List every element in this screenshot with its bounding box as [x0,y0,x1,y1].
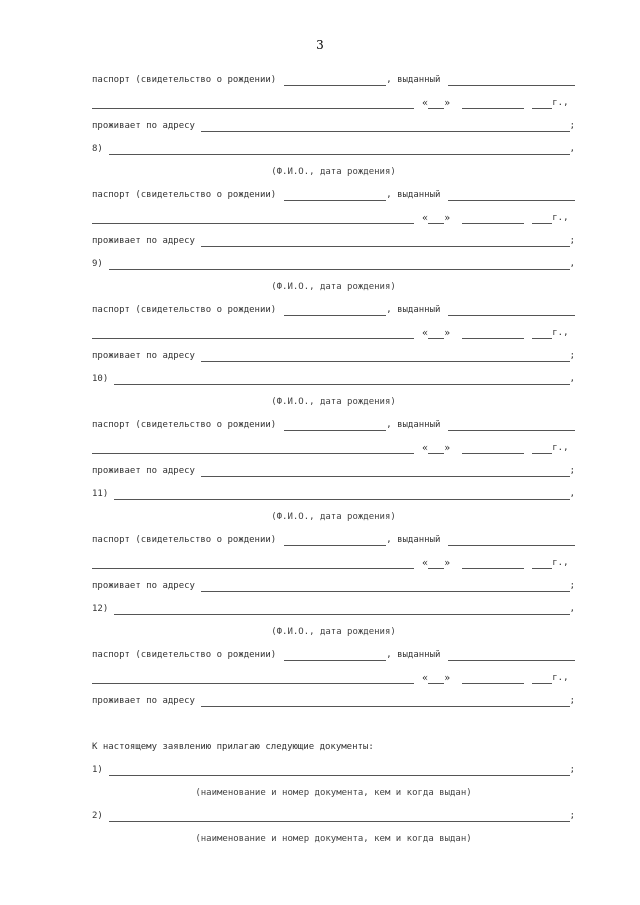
page-number: 3 [316,38,324,52]
attachments-list [92,753,575,845]
year-label: г., [552,328,569,338]
person-name-row [92,247,575,270]
person-name-row [92,477,575,500]
doc-caption: (наименование и номер документа, кем и когда выдан) [195,788,472,798]
passport-field[interactable] [284,651,386,661]
year-field[interactable] [532,444,552,454]
passport-label: паспорт (свидетельство о рождении) [92,650,277,660]
year-field[interactable] [532,99,552,109]
address-field[interactable] [201,122,570,132]
semicolon: ; [569,236,575,246]
year-label: г., [552,443,569,453]
issue-date-row [92,201,575,224]
semicolon: ; [569,696,575,706]
address-field[interactable] [201,582,570,592]
attachments-intro: К настоящему заявлению прилагаю следующие документы: [92,742,374,752]
person-block [92,362,575,477]
day-field[interactable] [428,329,444,339]
address-field[interactable] [201,237,570,247]
day-field[interactable] [428,444,444,454]
year-field[interactable] [532,329,552,339]
person-block [92,477,575,592]
person-block [92,592,575,707]
issued-by-field[interactable] [448,536,575,546]
fio-caption: (Ф.И.О., дата рождения) [271,627,396,637]
resides-label: проживает по адресу [92,696,195,706]
semicolon: ; [569,581,575,591]
address-row [92,454,575,477]
passport-row [92,638,575,661]
person-block [92,247,575,362]
person-number: 12) [92,604,109,614]
year-label: г., [552,213,569,223]
issued-label: , выданный [386,535,441,545]
passport-row [92,408,575,431]
semicolon: ; [569,466,575,476]
fio-caption: (Ф.И.О., дата рождения) [271,397,396,407]
attachment-row [92,753,575,776]
month-field[interactable] [462,99,524,109]
month-field[interactable] [462,214,524,224]
issued-by-field-cont[interactable] [92,559,414,569]
comma: , [569,144,575,154]
month-field[interactable] [462,444,524,454]
issued-by-field-cont[interactable] [92,214,414,224]
quote-close: » [444,673,451,684]
month-field[interactable] [462,559,524,569]
address-row [92,339,575,362]
day-field[interactable] [428,99,444,109]
form-body [92,63,575,845]
quote-open: « [422,98,429,109]
issue-date-row [92,661,575,684]
day-field[interactable] [428,214,444,224]
year-label: г., [552,558,569,568]
person-name-field[interactable] [114,605,569,615]
issued-by-field-cont[interactable] [92,674,414,684]
passport-label: паспорт (свидетельство о рождении) [92,75,277,85]
comma: , [569,374,575,384]
address-field[interactable] [201,467,570,477]
resides-label: проживает по адресу [92,581,195,591]
person-number: 11) [92,489,109,499]
passport-label: паспорт (свидетельство о рождении) [92,305,277,315]
passport-row [92,178,575,201]
attachment-row [92,799,575,822]
passport-label: паспорт (свидетельство о рождении) [92,535,277,545]
issue-date-row [92,546,575,569]
resides-label: проживает по адресу [92,121,195,131]
attachment-field[interactable] [109,812,570,822]
issued-by-field[interactable] [448,421,575,431]
passport-row [92,293,575,316]
passport-field[interactable] [284,191,386,201]
comma: , [569,489,575,499]
issued-by-field[interactable] [448,306,575,316]
year-label: г., [552,98,569,108]
passport-field[interactable] [284,536,386,546]
passport-field[interactable] [284,306,386,316]
attachment-field[interactable] [109,766,570,776]
resides-label: проживает по адресу [92,466,195,476]
attachment-number: 2) [92,811,103,821]
quote-open: « [422,213,429,224]
semicolon: ; [569,351,575,361]
passport-row [92,523,575,546]
attachments-intro-row [92,730,575,753]
issue-date-row [92,316,575,339]
quote-open: « [422,673,429,684]
issued-by-field[interactable] [448,76,575,86]
person-number: 10) [92,374,109,384]
person-block [92,132,575,247]
attachment-item [92,753,575,799]
fio-caption: (Ф.И.О., дата рождения) [271,512,396,522]
day-field[interactable] [428,674,444,684]
year-field[interactable] [532,674,552,684]
year-label: г., [552,673,569,683]
person-name-field[interactable] [109,145,570,155]
doc-caption: (наименование и номер документа, кем и когда выдан) [195,834,472,844]
month-field[interactable] [462,329,524,339]
issued-by-field-cont[interactable] [92,99,414,109]
issued-by-field[interactable] [448,191,575,201]
year-field[interactable] [532,559,552,569]
passport-label: паспорт (свидетельство о рождении) [92,190,277,200]
quote-close: » [444,328,451,339]
person-name-row [92,132,575,155]
issued-label: , выданный [386,190,441,200]
quote-close: » [444,213,451,224]
address-row [92,569,575,592]
fio-caption: (Ф.И.О., дата рождения) [271,282,396,292]
address-row [92,109,575,132]
issue-date-row [92,86,575,109]
person-number: 9) [92,259,103,269]
person-name-field[interactable] [109,260,570,270]
person-number: 8) [92,144,103,154]
attachment-item [92,799,575,845]
issued-by-field-cont[interactable] [92,329,414,339]
comma: , [569,259,575,269]
issued-label: , выданный [386,75,441,85]
comma: , [569,604,575,614]
year-field[interactable] [532,214,552,224]
passport-field[interactable] [284,76,386,86]
quote-close: » [444,98,451,109]
quote-open: « [422,328,429,339]
quote-open: « [422,558,429,569]
quote-close: » [444,558,451,569]
day-field[interactable] [428,559,444,569]
quote-open: « [422,443,429,454]
month-field[interactable] [462,674,524,684]
address-row [92,224,575,247]
semicolon: ; [569,121,575,131]
semicolon: ; [569,811,575,821]
person-name-field[interactable] [114,375,569,385]
issued-label: , выданный [386,650,441,660]
address-field[interactable] [201,352,570,362]
issued-label: , выданный [386,420,441,430]
person-name-row [92,362,575,385]
attachment-number: 1) [92,765,103,775]
person-name-field[interactable] [114,490,569,500]
issued-by-field-cont[interactable] [92,444,414,454]
address-field[interactable] [201,697,570,707]
passport-label: паспорт (свидетельство о рождении) [92,420,277,430]
passport-row [92,63,575,86]
quote-close: » [444,443,451,454]
persons-list [92,132,575,707]
fio-caption: (Ф.И.О., дата рождения) [271,167,396,177]
issued-label: , выданный [386,305,441,315]
passport-field[interactable] [284,421,386,431]
issue-date-row [92,431,575,454]
semicolon: ; [569,765,575,775]
resides-label: проживает по адресу [92,236,195,246]
address-row [92,684,575,707]
issued-by-field[interactable] [448,651,575,661]
person-name-row [92,592,575,615]
resides-label: проживает по адресу [92,351,195,361]
